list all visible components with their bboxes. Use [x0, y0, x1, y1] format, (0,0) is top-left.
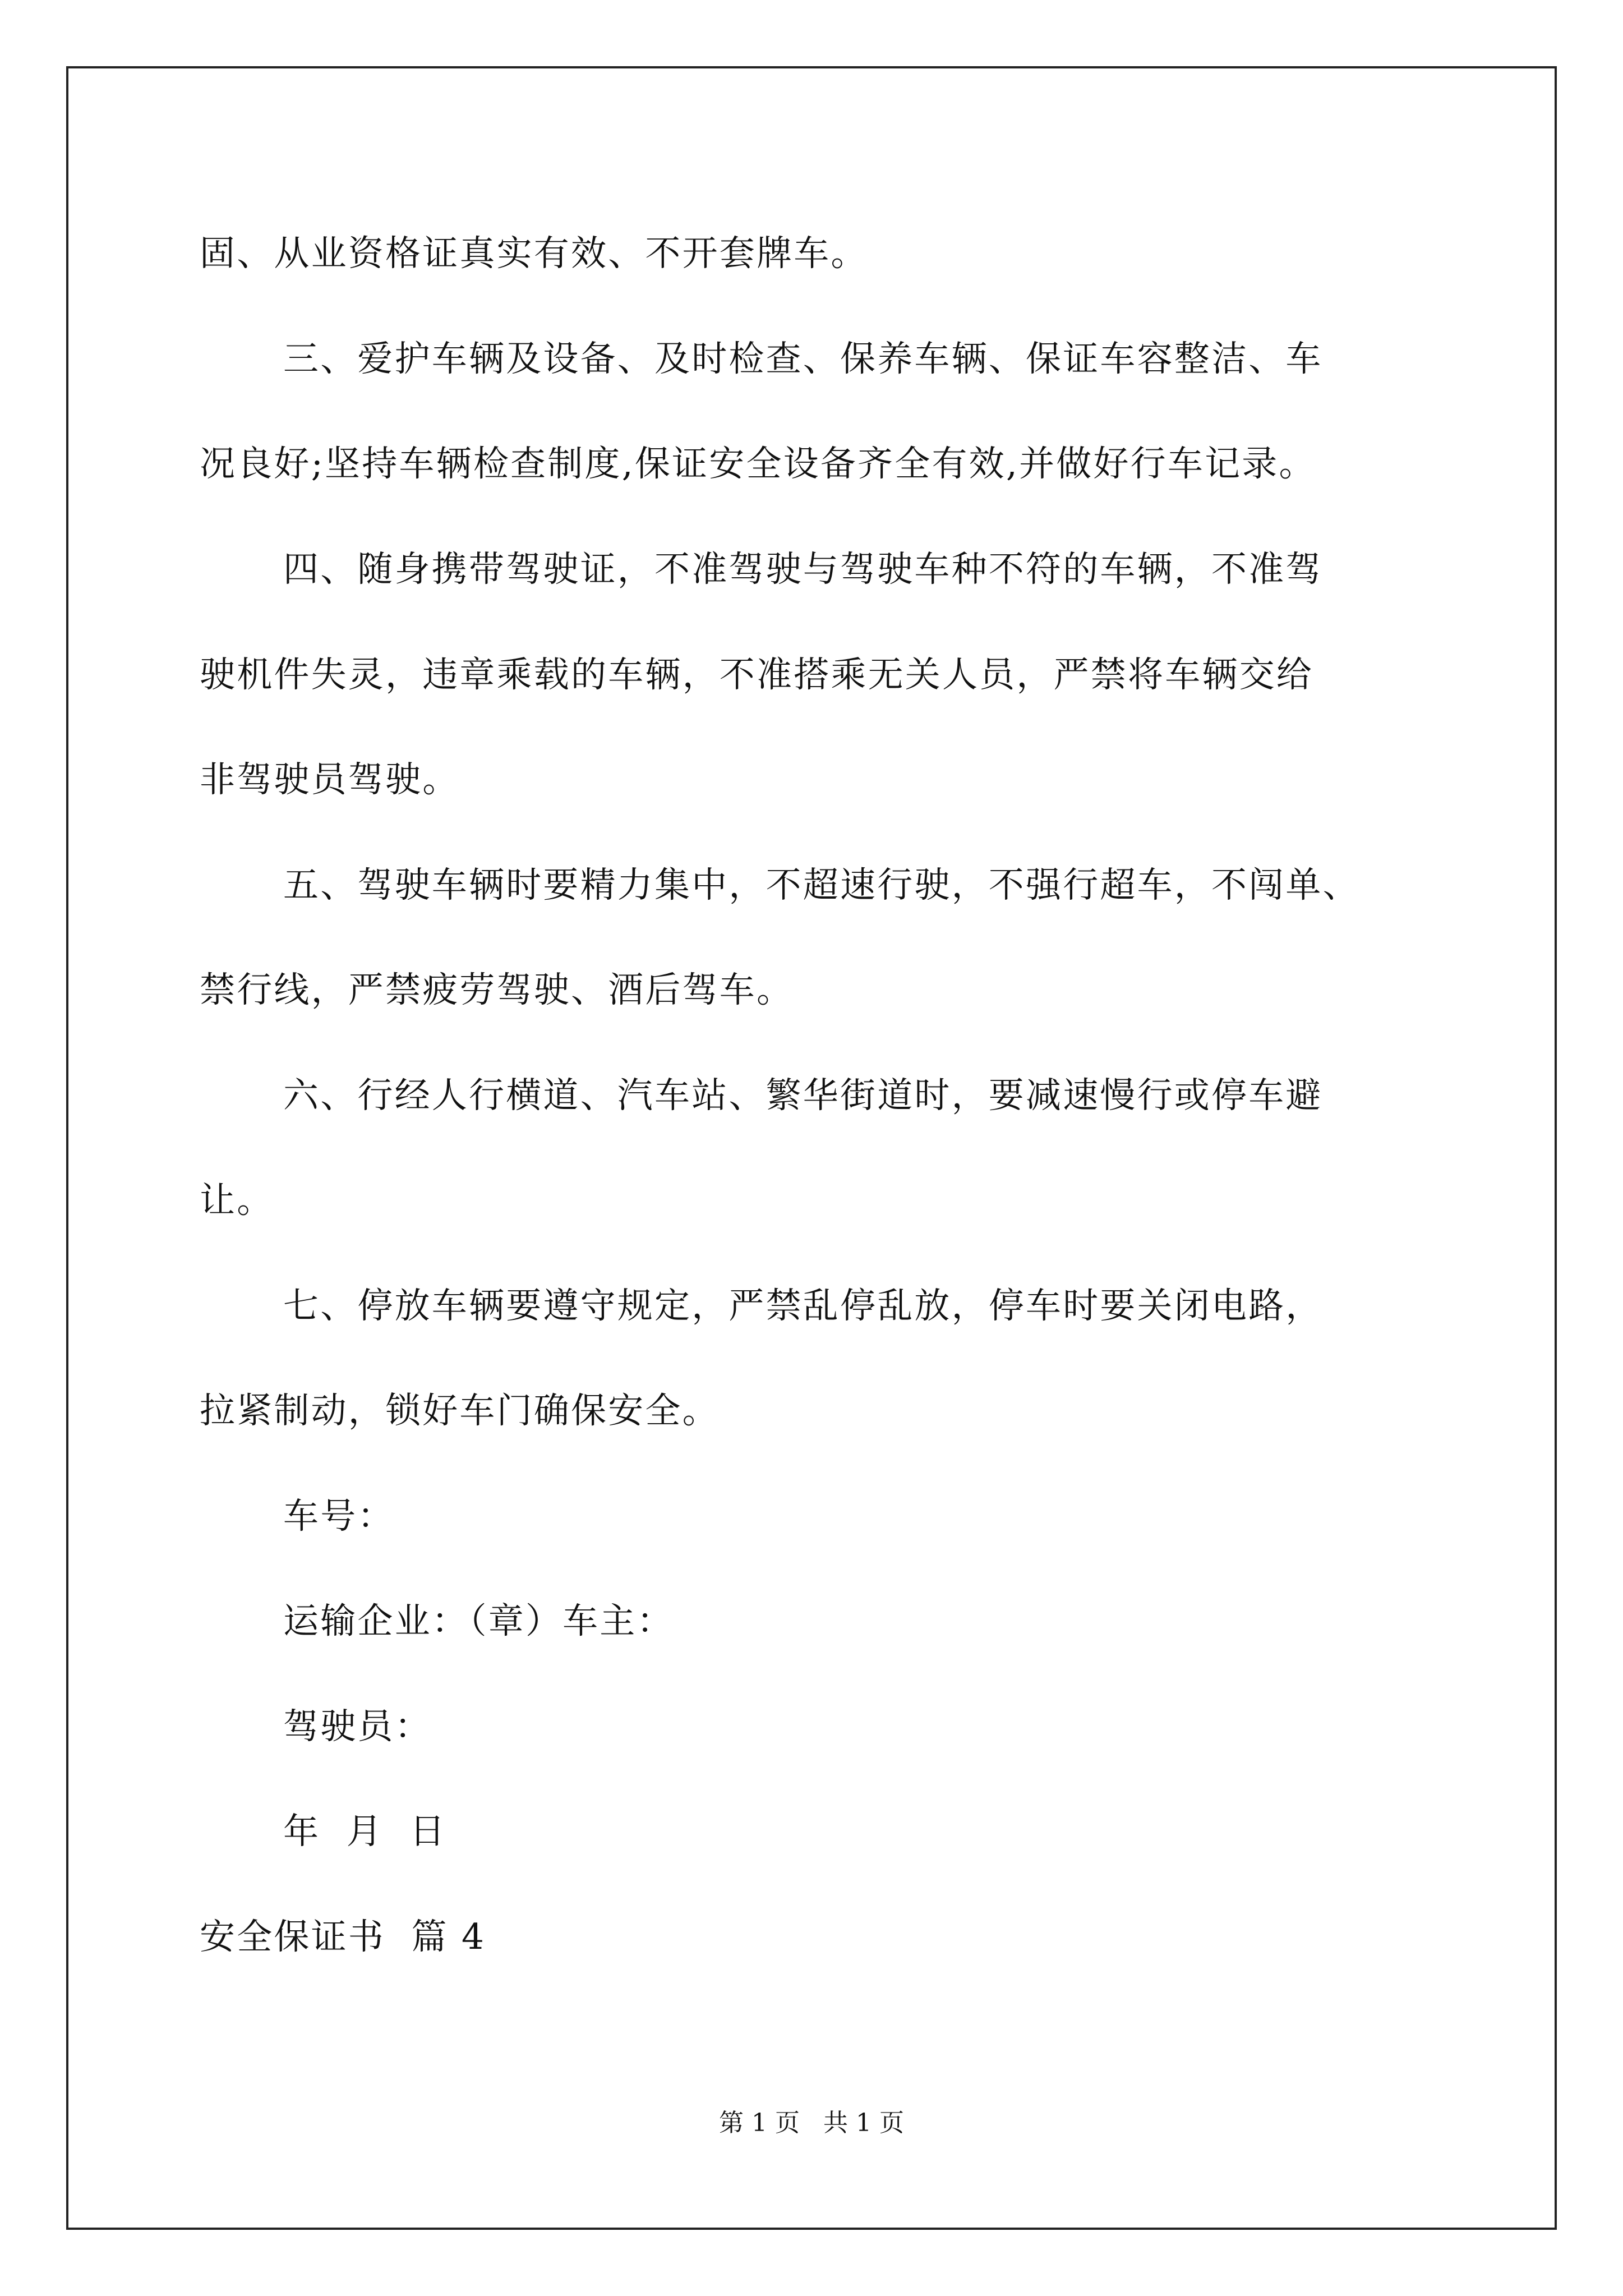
section-heading: 安全保证书 篇 4 — [200, 1916, 486, 1957]
company-owner-field: 运输企业：（章）车主： — [283, 1600, 674, 1641]
paragraph-line: 拉紧制动，锁好车门确保安全。 — [200, 1390, 720, 1431]
paragraph-line: 固、从业资格证真实有效、不开套牌车。 — [200, 233, 868, 274]
paragraph-line: 三、爱护车辆及设备、及时检查、保养车辆、保证车容整洁、车 — [283, 338, 1323, 379]
paragraph-line: 让。 — [200, 1180, 274, 1221]
paragraph-line: 禁行线，严禁疲劳驾驶、酒后驾车。 — [200, 969, 794, 1010]
page-border — [66, 66, 1557, 2230]
paragraph-line: 四、随身携带驾驶证，不准驾驶与驾驶车种不符的车辆，不准驾 — [283, 549, 1323, 590]
driver-field: 驾驶员： — [283, 1706, 432, 1747]
date-field: 年 月 日 — [283, 1811, 447, 1852]
paragraph-line: 非驾驶员驾驶。 — [200, 759, 460, 800]
page-footer: 第 1 页 共 1 页 — [719, 2109, 904, 2137]
car-number-field: 车号： — [283, 1496, 395, 1536]
paragraph-line: 驶机件失灵，违章乘载的车辆，不准搭乘无关人员，严禁将车辆交给 — [200, 654, 1313, 695]
paragraph-line: 五、驾驶车辆时要精力集中，不超速行驶，不强行超车，不闯单、 — [283, 864, 1360, 905]
paragraph-line: 七、停放车辆要遵守规定，严禁乱停乱放，停车时要关闭电路， — [283, 1285, 1323, 1326]
paragraph-line: 况良好;坚持车辆检查制度,保证安全设备齐全有效,并做好行车记录。 — [200, 443, 1316, 484]
paragraph-line: 六、行经人行横道、汽车站、繁华街道时，要减速慢行或停车避 — [283, 1075, 1323, 1116]
